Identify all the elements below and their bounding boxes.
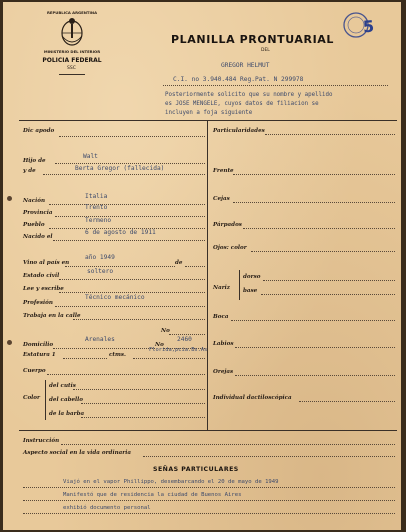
field-nacido-value: 6 de agosto de 1911 bbox=[85, 229, 156, 236]
field-domicilio-value: Arenales bbox=[85, 336, 115, 343]
field-cutis-label: del cutis bbox=[49, 383, 76, 389]
ministry-label: MINISTERIO DEL INTERIOR bbox=[43, 49, 101, 54]
document-page bbox=[3, 2, 401, 530]
field-nacion-value: Italia bbox=[85, 193, 108, 200]
field-cejas-label: Cejas bbox=[213, 196, 230, 202]
senas-line-3: exhibió documento personal bbox=[63, 505, 151, 511]
field-profesion-label: Profesión bbox=[23, 300, 53, 306]
office-code: SSC bbox=[67, 66, 76, 71]
field-pueblo-value: Termeno bbox=[85, 217, 112, 224]
field-parpados-label: Párpados bbox=[213, 222, 242, 228]
field-apodo-label: Dic apodo bbox=[23, 128, 55, 134]
typed-note-line-1: Posteriormente solicito que su nombre y apellido bbox=[165, 92, 333, 98]
field-estatura-unit: ctms. bbox=[109, 352, 127, 358]
field-y-de-value: Berta Gregor (fallecida) bbox=[75, 165, 165, 172]
typed-name: GREGOR HELMUT bbox=[221, 62, 270, 69]
emblem-caption: REPUBLICA ARGENTINA bbox=[46, 10, 98, 15]
field-vino-de-label: de bbox=[175, 260, 183, 266]
field-estado-civil-value: soltero bbox=[87, 268, 114, 275]
field-vino-label: Vino al país en bbox=[23, 260, 70, 266]
field-domicilio-extra: Florida,pcia.Bs.As bbox=[149, 347, 208, 353]
police-label: POLICIA FEDERAL bbox=[42, 57, 102, 64]
field-lee-label: Lee y escribe bbox=[23, 286, 64, 292]
field-nacion-label: Nación bbox=[23, 198, 46, 204]
field-estatura-label: Estatura 1 bbox=[23, 352, 56, 358]
punch-hole bbox=[7, 340, 12, 345]
punch-hole bbox=[7, 196, 12, 201]
field-nacido-label: Nacido el bbox=[23, 234, 53, 240]
typed-note-line-3: incluyen a foja siguiente bbox=[165, 110, 253, 116]
field-estado-civil-label: Estado civil bbox=[23, 273, 60, 279]
typed-ci: C.I. no 3.940.484 Reg.Pat. N 299978 bbox=[173, 76, 304, 83]
field-trabaja-label: Trabaja en la calle bbox=[23, 313, 81, 319]
field-dorso-label: dorso bbox=[243, 274, 261, 280]
field-boca-label: Boca bbox=[213, 314, 229, 320]
field-hijo-label: Hijo de bbox=[23, 158, 46, 164]
senas-line-1: Viajó en el vapor Phillippo, desembarcando el 20 de mayo de 1949 bbox=[63, 479, 279, 485]
field-orejas-label: Orejas bbox=[213, 369, 234, 375]
senas-particulares-heading: SEÑAS PARTICULARES bbox=[153, 466, 239, 473]
field-ojos-label: Ojos: color bbox=[213, 245, 247, 251]
field-provincia-value: Trento bbox=[85, 204, 108, 211]
field-barba-label: de la barba bbox=[49, 411, 85, 417]
stamp-number: 5 bbox=[362, 16, 375, 37]
typed-note-line-2: es JOSE MENGELE, cuyos datos de filiacion se bbox=[165, 101, 319, 107]
field-base-label: base bbox=[243, 288, 258, 294]
field-frente-label: Frente bbox=[213, 168, 234, 174]
field-color-label: Color bbox=[23, 395, 40, 401]
field-instruccion-label: Instrucción bbox=[23, 438, 60, 444]
senas-line-2: Manifestó que de residencia la ciudad de Buenos Aires bbox=[63, 492, 242, 498]
field-domicilio-no-value: 2460 bbox=[177, 336, 192, 343]
field-domicilio-no-label: No bbox=[155, 342, 164, 348]
argentine-coat-of-arms-icon bbox=[59, 16, 85, 46]
field-pueblo-label: Pueblo bbox=[23, 222, 45, 228]
field-particularidades-label: Particularidades bbox=[213, 128, 265, 134]
form-title: PLANILLA PRONTUARIAL bbox=[171, 33, 335, 46]
field-profesion-value: Técnico mecánico bbox=[85, 294, 145, 301]
field-individual-label: Individual dactiloscópica bbox=[213, 395, 292, 401]
field-vino-value: año 1949 bbox=[85, 254, 115, 261]
field-provincia-label: Provincia bbox=[23, 210, 53, 216]
field-cabello-label: del cabello bbox=[49, 397, 84, 403]
field-nariz-label: Nariz bbox=[213, 285, 230, 291]
field-cuerpo-label: Cuerpo bbox=[23, 368, 46, 374]
field-aspecto-label: Aspecto social en la vida ordinaria bbox=[23, 450, 131, 456]
field-trabaja-no-label: No bbox=[161, 328, 170, 334]
field-y-de-label: y de bbox=[23, 168, 36, 174]
field-hijo-value: Walt bbox=[83, 153, 98, 160]
form-subtitle: DEL bbox=[261, 48, 270, 53]
field-labios-label: Labios bbox=[213, 341, 234, 347]
field-domicilio-label: Domicilio bbox=[23, 342, 54, 348]
